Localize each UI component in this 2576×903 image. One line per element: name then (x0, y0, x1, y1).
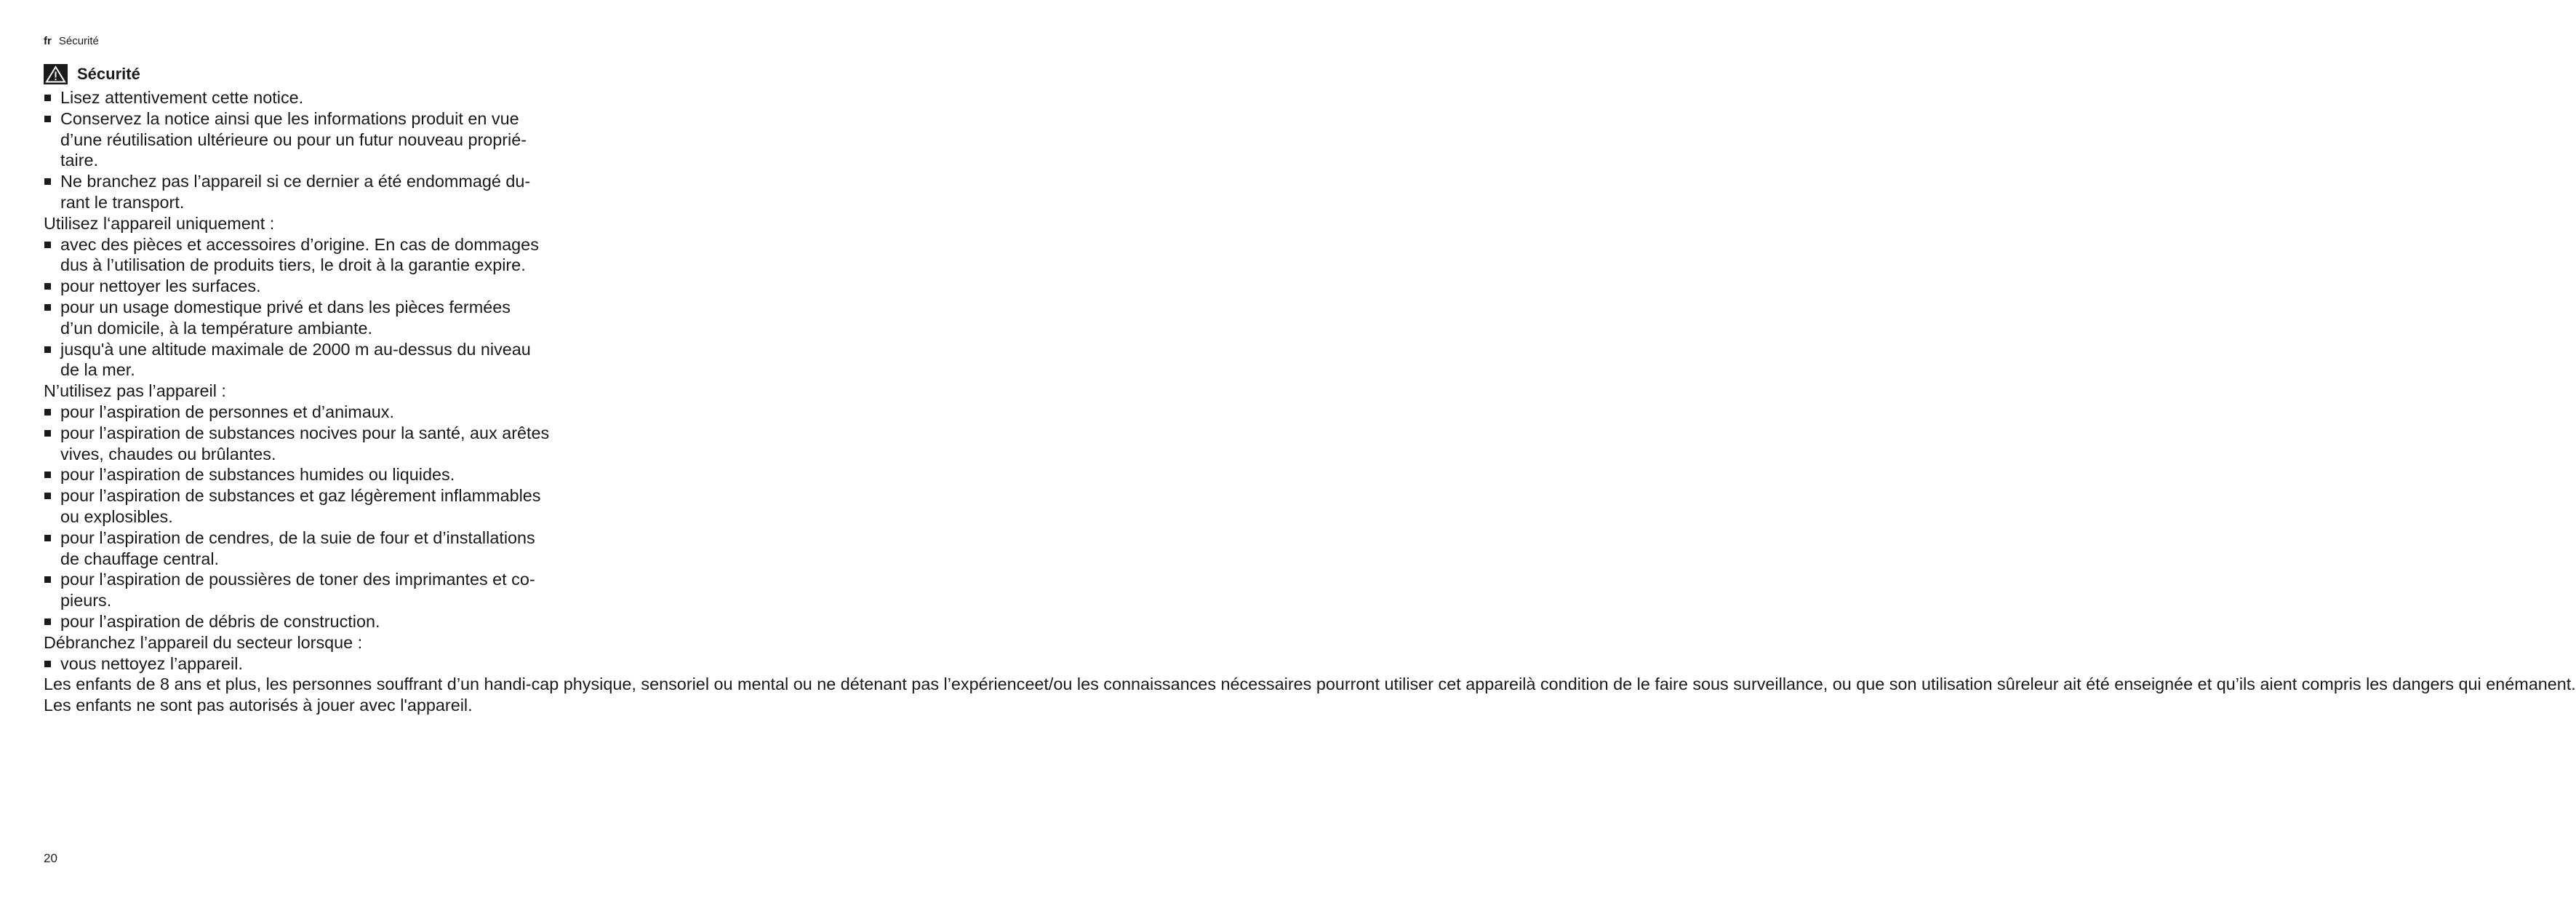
square-bullet-icon (44, 178, 51, 185)
square-bullet-icon (44, 430, 51, 437)
text-line: dus à l’utilisation de produits tiers, le droit à la garantie expire. (60, 255, 526, 275)
square-bullet-icon (44, 283, 51, 290)
unplug-list (44, 653, 600, 675)
square-bullet-icon (44, 116, 51, 122)
list-item (44, 528, 600, 570)
text-line: pour nettoyer les surfaces. (60, 277, 261, 296)
square-bullet-icon (44, 618, 51, 625)
list-item (44, 423, 600, 465)
square-bullet-icon (44, 346, 51, 353)
children-paragraph (44, 674, 2576, 695)
square-bullet-icon (44, 304, 51, 311)
text-line: émanent. (2505, 675, 2576, 694)
text-line: de la mer. (60, 360, 135, 380)
text-line: Conservez la notice ainsi que les informations produit en vue (60, 108, 519, 128)
square-bullet-icon (44, 493, 51, 499)
language-code: fr (44, 35, 52, 47)
text-line: ou explosibles. (60, 506, 173, 526)
list-item (44, 234, 600, 277)
list-item (44, 171, 600, 213)
running-header (44, 35, 99, 48)
square-bullet-icon (44, 242, 51, 248)
text-line: vous nettoyez l’appareil. (60, 653, 243, 673)
list-item (44, 653, 600, 675)
square-bullet-icon (44, 576, 51, 583)
square-bullet-icon (44, 472, 51, 478)
text-line: pour l’aspiration de substances nocives pour la santé, aux arêtes (60, 423, 550, 442)
page-number: 20 (44, 851, 57, 865)
list-item (44, 276, 600, 297)
text-line: Ne branchez pas l’appareil si ce dernier a été endommagé du- (60, 172, 531, 191)
text-line: d’une réutilisation ultérieure ou pour un futur nouveau proprié- (60, 130, 527, 149)
text-line: jusqu'à une altitude maximale de 2000 m au-dessus du niveau (60, 339, 531, 359)
text-line: cap physique, sensoriel ou mental ou ne détenant pas l’expérience (531, 675, 1035, 694)
unplug-intro: Débranchez l’appareil du secteur lorsque : (44, 632, 363, 652)
square-bullet-icon (44, 409, 51, 415)
square-bullet-icon (44, 95, 51, 101)
text-line: leur ait été enseignée et qu’ils aient compris les dangers qui en (2030, 675, 2505, 694)
list-item (44, 87, 600, 108)
text-line: pieurs. (60, 591, 112, 610)
text-line: et/ou les connaissances nécessaires pourront utiliser cet appareil (1034, 675, 1527, 694)
permitted-use-list (44, 234, 600, 381)
use-intro: Utilisez l‘appareil uniquement : (44, 213, 275, 233)
text-line: à condition de le faire sous surveillance, ou que son utilisation sûre (1526, 675, 2031, 694)
text-line: pour l’aspiration de substances et gaz légèrement inflammables (60, 486, 541, 506)
safety-content (44, 87, 2576, 716)
prohibited-use-list (44, 402, 600, 632)
text-line: Les enfants de 8 ans et plus, les personnes souffrant d’un handi- (44, 675, 532, 694)
square-bullet-icon (44, 661, 51, 667)
text-line: pour l’aspiration de débris de construction. (60, 611, 380, 631)
header-section-title: Sécurité (58, 35, 99, 47)
text-line: rant le transport. (60, 192, 185, 212)
list-item (44, 297, 600, 339)
section-heading (44, 63, 140, 86)
list-item (44, 464, 600, 485)
no-use-intro: N’utilisez pas l’appareil : (44, 381, 226, 401)
list-item (44, 569, 600, 611)
section-title: Sécurité (77, 65, 140, 83)
square-bullet-icon (44, 535, 51, 541)
list-item (44, 611, 600, 632)
text-line: pour l’aspiration de substances humides ou liquides. (60, 465, 455, 485)
text-line: pour l’aspiration de poussières de toner des imprimantes et co- (60, 570, 535, 589)
text-line: pour l’aspiration de personnes et d’animaux. (60, 402, 394, 421)
list-item (44, 339, 600, 381)
text-line: pour un usage domestique privé et dans les pièces fermées (60, 297, 511, 317)
list-item (44, 108, 600, 171)
text-line: d’un domicile, à la température ambiante. (60, 318, 373, 338)
text-line: taire. (60, 151, 99, 170)
text-line: pour l’aspiration de cendres, de la suie de four et d’installations (60, 528, 535, 547)
general-safety-list (44, 87, 600, 213)
text-line: Lisez attentivement cette notice. (60, 88, 304, 107)
text-line: vives, chaudes ou brûlantes. (60, 444, 276, 464)
list-item (44, 485, 600, 528)
list-item (44, 402, 600, 423)
children-play-notice: Les enfants ne sont pas autorisés à jouer avec l'appareil. (44, 696, 473, 715)
warning-triangle-icon (44, 64, 68, 84)
text-line: avec des pièces et accessoires d’origine. En cas de dommages (60, 234, 539, 254)
text-line: de chauffage central. (60, 549, 220, 568)
